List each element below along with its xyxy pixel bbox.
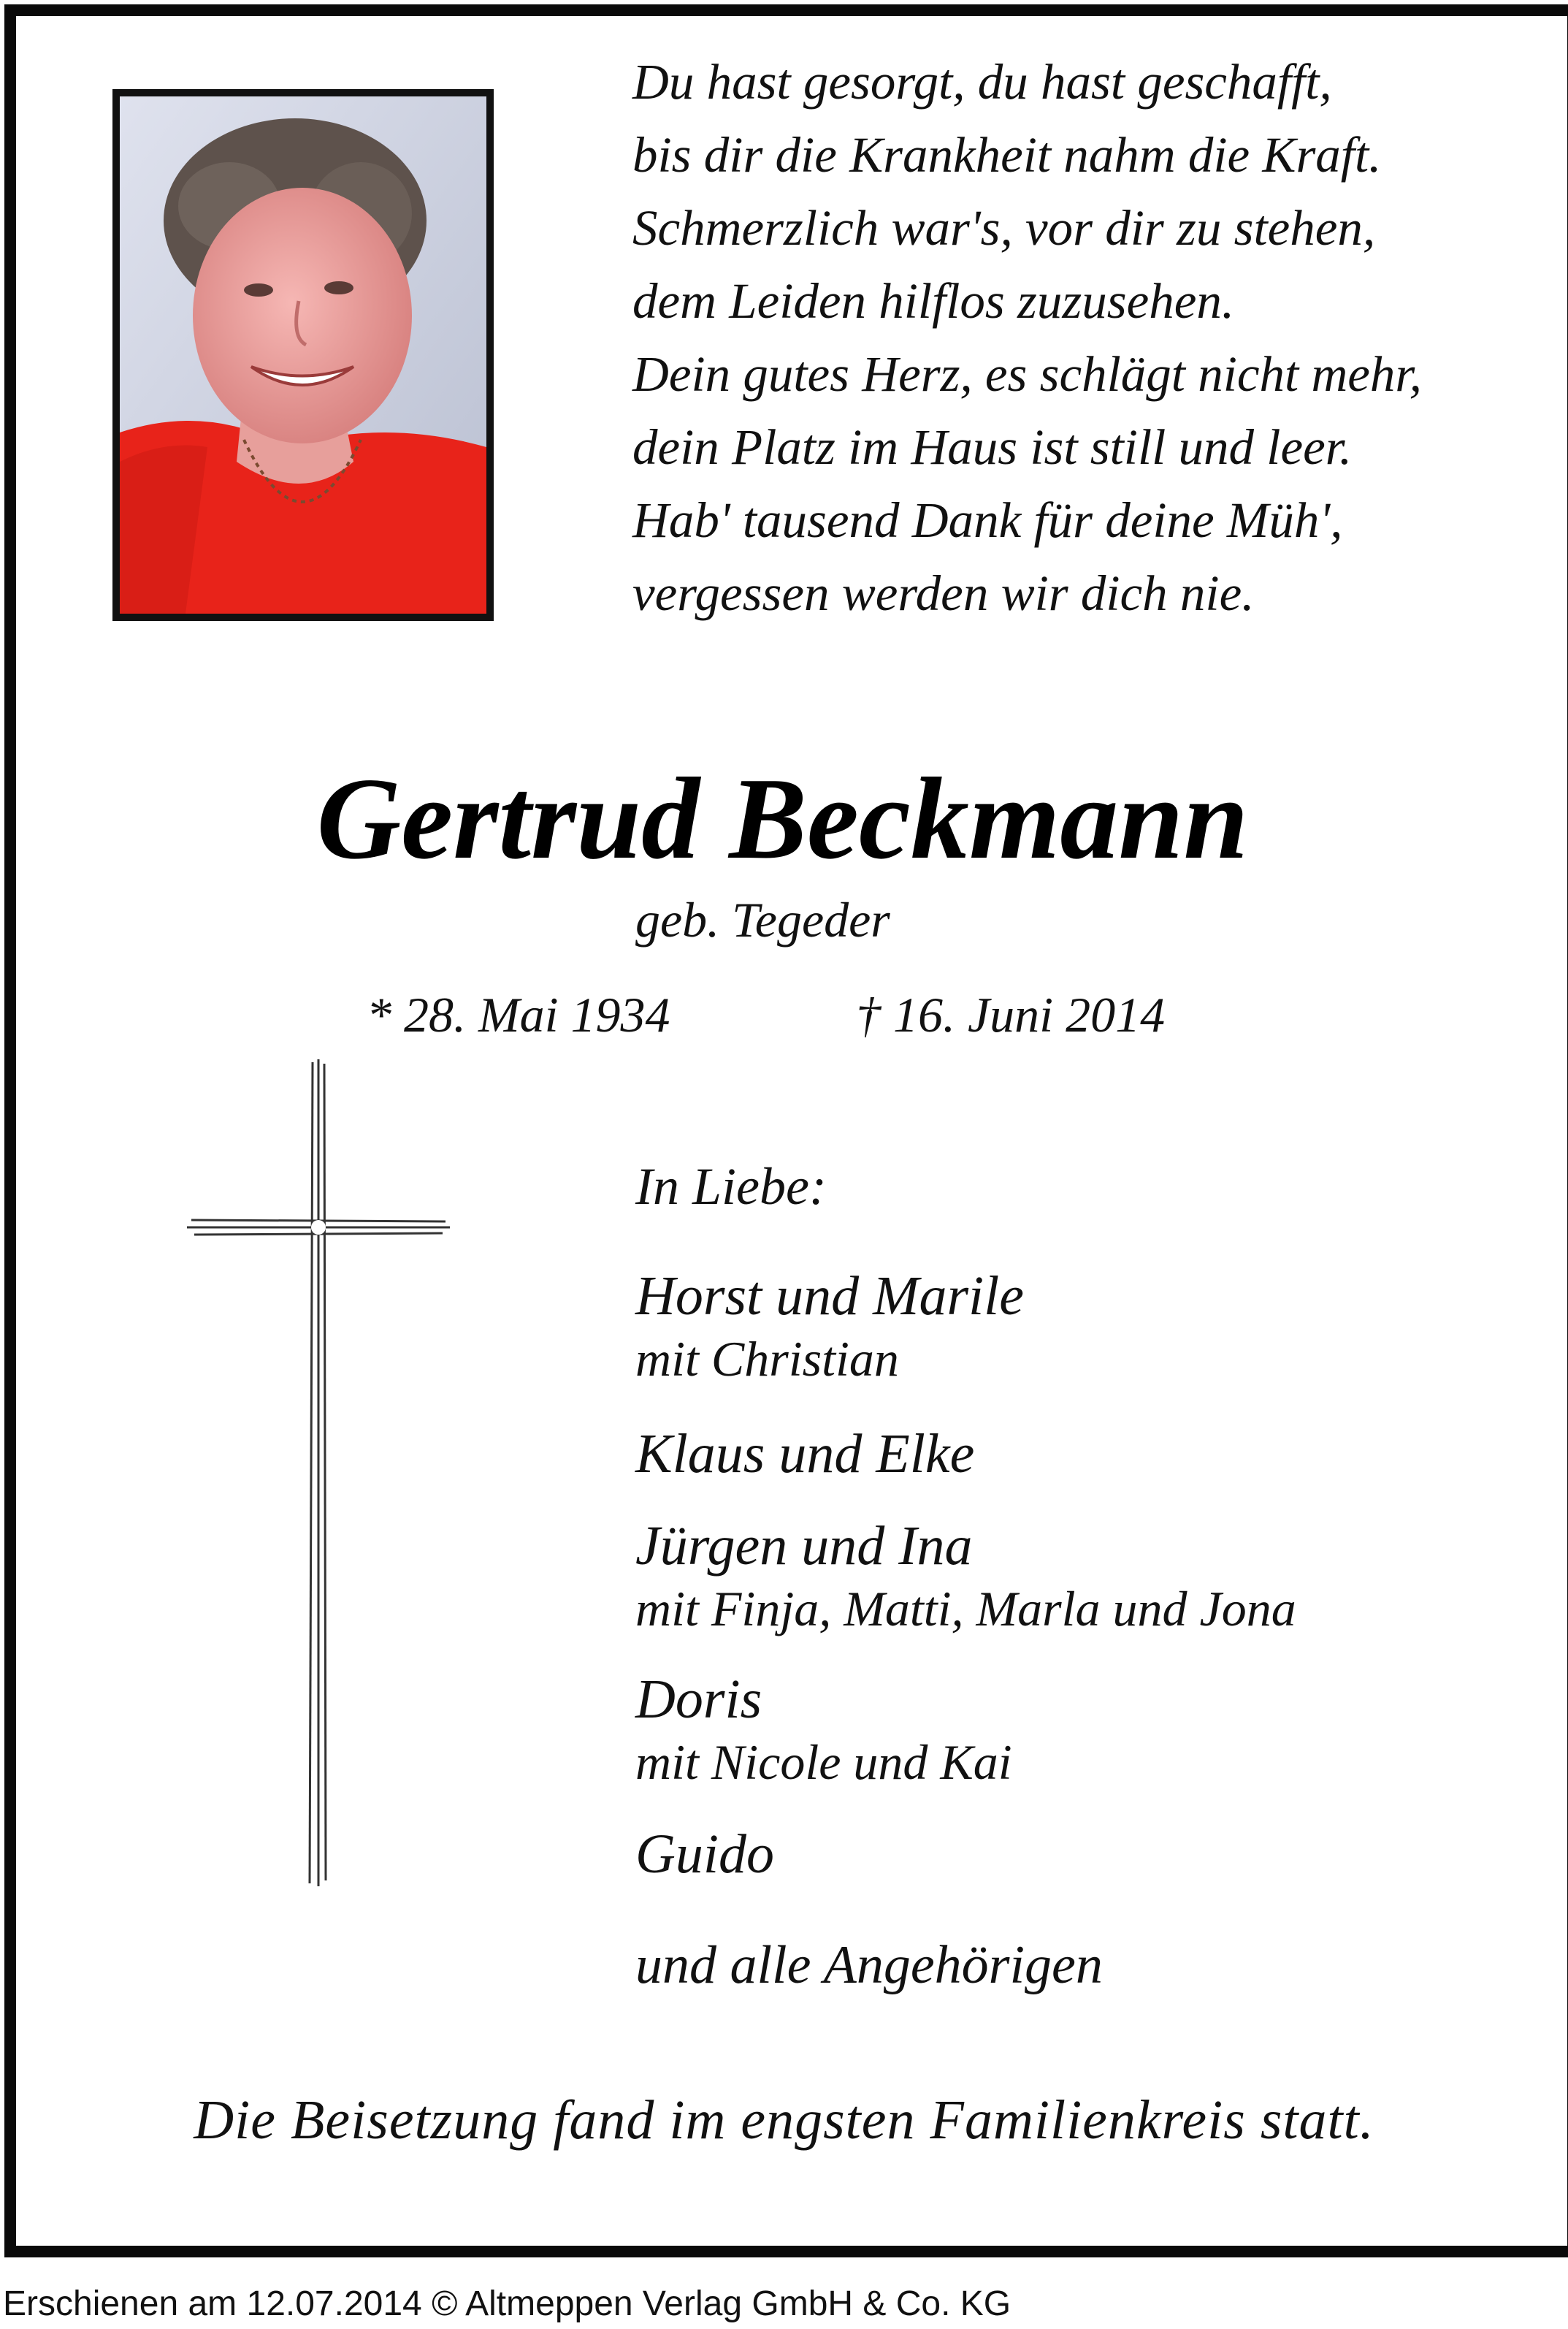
mourner-group	[635, 1417, 974, 1490]
poem-line: dem Leiden hilflos zuzusehen.	[632, 273, 1235, 329]
relatives: und alle Angehörigen	[635, 1935, 1103, 1995]
mourner-names: Doris	[635, 1669, 762, 1730]
birth-name: geb. Tegeder	[635, 892, 890, 948]
death-date: † 16. Juni 2014	[856, 987, 1166, 1042]
poem-line: Schmerzlich war's, vor dir zu stehen,	[632, 200, 1376, 256]
portrait-photo	[112, 89, 494, 621]
poem-line: Du hast gesorgt, du hast geschafft,	[632, 54, 1332, 110]
poem-line: vergessen werden wir dich nie.	[632, 565, 1255, 621]
birth-date: * 28. Mai 1934	[367, 987, 670, 1042]
mourner-names: Jürgen und Ina	[635, 1515, 973, 1577]
poem-line: dein Platz im Haus ist still und leer.	[632, 419, 1353, 475]
mourner-group	[635, 1509, 1296, 1638]
deceased-name: Gertrud Beckmann	[316, 753, 1249, 883]
mourner-children: mit Nicole und Kai	[635, 1734, 1012, 1790]
burial-note: Die Beisetzung fand im engsten Familienkreis statt.	[194, 2089, 1374, 2151]
mourner-children: mit Christian	[635, 1331, 899, 1387]
mourner-group	[635, 1818, 774, 1891]
cross-icon	[187, 1059, 450, 1886]
mourners-intro: In Liebe:	[635, 1157, 827, 1216]
mourner-group	[635, 1663, 1012, 1791]
mourner-names: Guido	[635, 1823, 774, 1885]
mourner-group	[635, 1259, 1024, 1388]
publication-footer: Erschienen am 12.07.2014 © Altmeppen Verlag GmbH & Co. KG	[3, 2284, 1011, 2323]
portrait-photo-icon	[120, 96, 486, 614]
poem-line: bis dir die Krankheit nahm die Kraft.	[632, 127, 1382, 183]
mourner-names: Klaus und Elke	[635, 1423, 975, 1484]
poem-line: Hab' tausend Dank für deine Müh',	[632, 492, 1343, 548]
mourner-names: Horst und Marile	[635, 1265, 1024, 1327]
mourner-children: mit Finja, Matti, Marla und Jona	[635, 1581, 1296, 1636]
poem	[632, 45, 1422, 630]
poem-line: Dein gutes Herz, es schlägt nicht mehr,	[632, 346, 1422, 402]
